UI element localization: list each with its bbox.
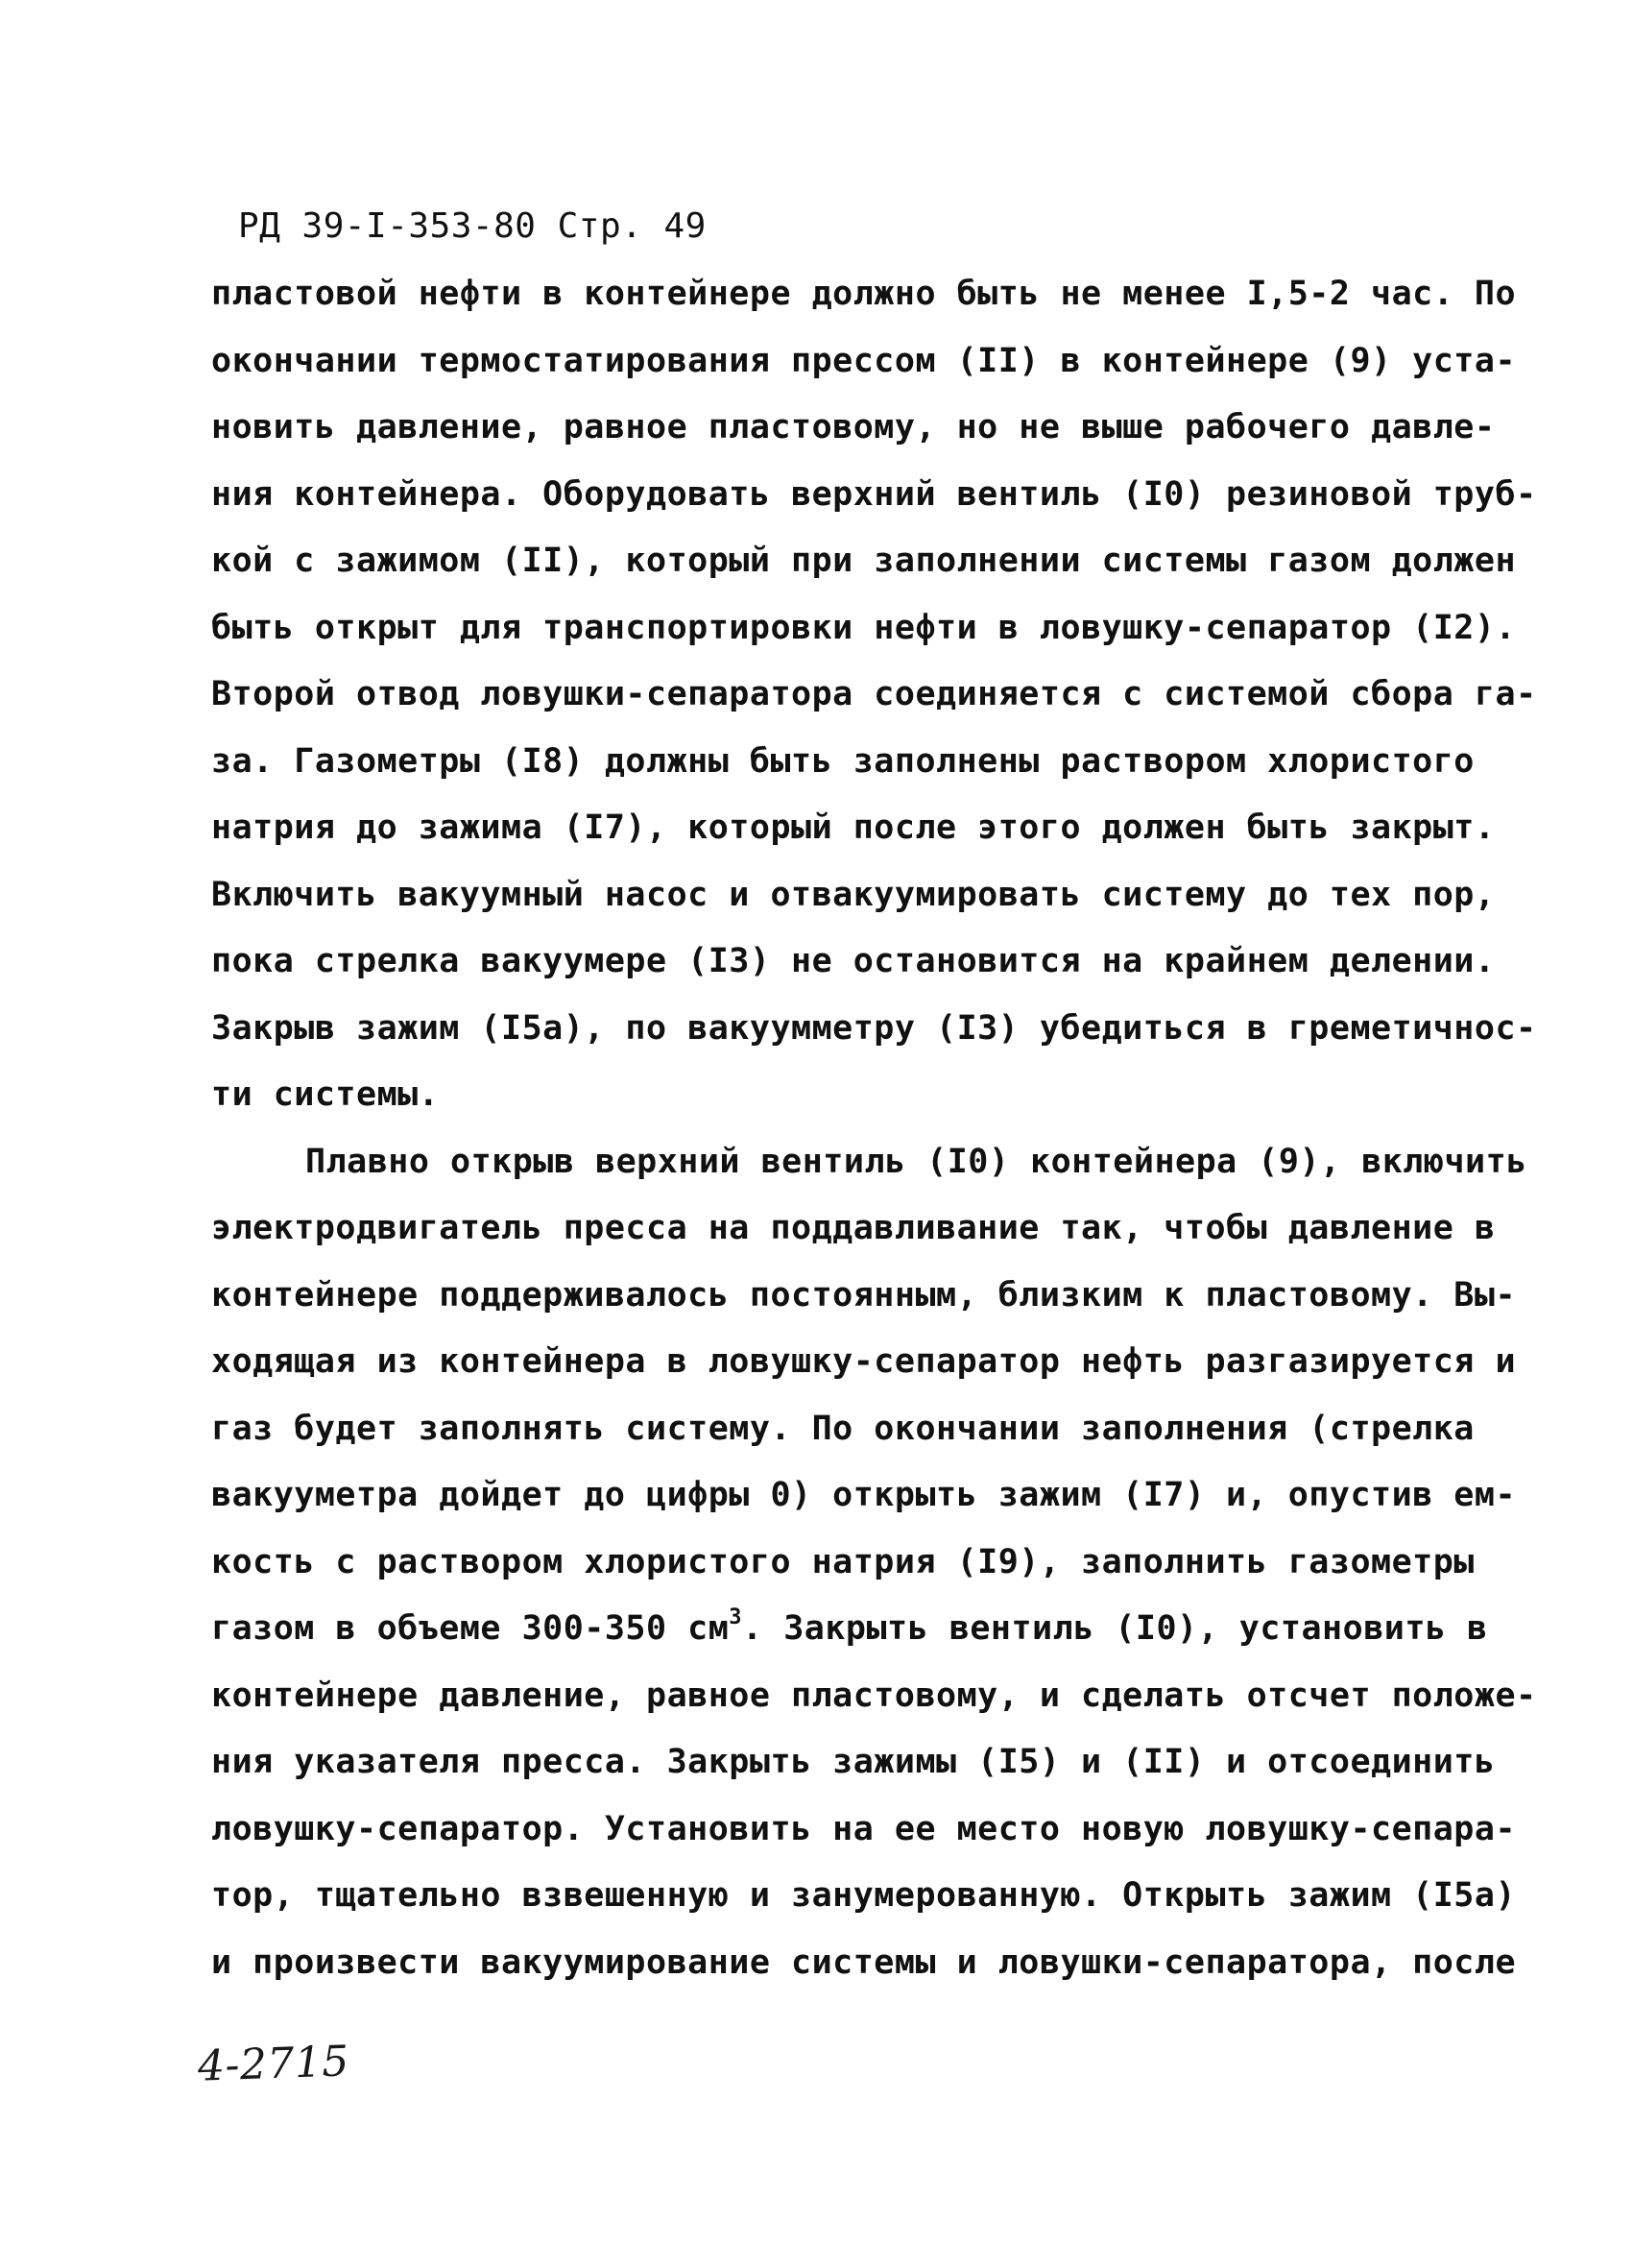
text-line: Включить вакуумный насос и отвакуумировать систему до тех пор, [211,875,1496,914]
text-line: кость с раствором хлористого натрия (I9), заполнить газометры [211,1542,1475,1581]
text-line: вакууметра дойдет до цифры 0) открыть зажим (I7) и, опустив ем- [211,1476,1517,1514]
volume-line-end: . Закрыть вентиль (I0), установить в [742,1609,1488,1648]
text-line: ния контейнера. Оборудовать верхний вентиль (I0) резиновой труб- [211,474,1537,514]
handwritten-inventory-number: 4-2715 [197,2037,350,2091]
page-header: РД 39-I-353-80 Стр. 49 [238,206,707,246]
text-line: газ будет заполнять систему. По окончании заполнения (стрелка [211,1409,1475,1448]
cubic-superscript: 3 [729,1605,743,1629]
text-line: за. Газометры (I8) должны быть заполнены раствором хлористого [211,741,1475,781]
text-line: ходящая из контейнера в ловушку-сепаратор нефть разгазируется и [211,1342,1517,1381]
text-line: окончании термостатирования прессом (II) в контейнере (9) уста- [211,341,1517,380]
volume-line-start: газом в объеме 300-350 см [211,1609,730,1648]
text-line: ти системы. [211,1075,440,1114]
text-line: тор, тщательно взвешенную и занумерованную. Открыть зажим (I5а) [211,1876,1517,1915]
text-line: контейнере давление, равное пластовому, и сделать отсчет положе- [211,1676,1537,1715]
text-line: Второй отвод ловушки-сепаратора соединяется с системой сбора га- [211,675,1537,713]
text-line: и произвести вакуумирование системы и ловушки-сепаратора, после [211,1942,1517,1982]
text-line: быть открыт для транспортировки нефти в ловушку-сепаратор (I2). [211,608,1517,647]
text-line: натрия до зажима (I7), который после этого должен быть закрыт. [211,808,1496,847]
text-line: электродвигатель пресса на поддавливание так, чтобы давление в [211,1209,1496,1247]
text-line: новить давление, равное пластовому, но не выше рабочего давле- [211,408,1496,446]
text-line: пока стрелка вакуумере (I3) не остановится на крайнем делении. [211,942,1496,980]
paragraph-first-line: Плавно открыв верхний вентиль (I0) контейнера (9), включить [305,1142,1527,1181]
text-line: контейнере поддерживалось постоянным, близким к пластовому. Вы- [211,1275,1517,1315]
text-line: кой с зажимом (II), который при заполнении системы газом должен [211,542,1517,580]
text-line: ловушку-сепаратор. Установить на ее место новую ловушку-сепара- [211,1809,1517,1848]
volume-line [211,1596,1488,1663]
text-line: Закрыв зажим (I5а), по вакуумметру (I3) убедиться в греметичнос- [211,1008,1537,1048]
text-line: ния указателя пресса. Закрыть зажимы (I5) и (II) и отсоединить [211,1743,1496,1781]
body-text [211,261,1537,1996]
text-line: пластовой нефти в контейнере должно быть не менее I,5-2 час. По [211,275,1517,313]
